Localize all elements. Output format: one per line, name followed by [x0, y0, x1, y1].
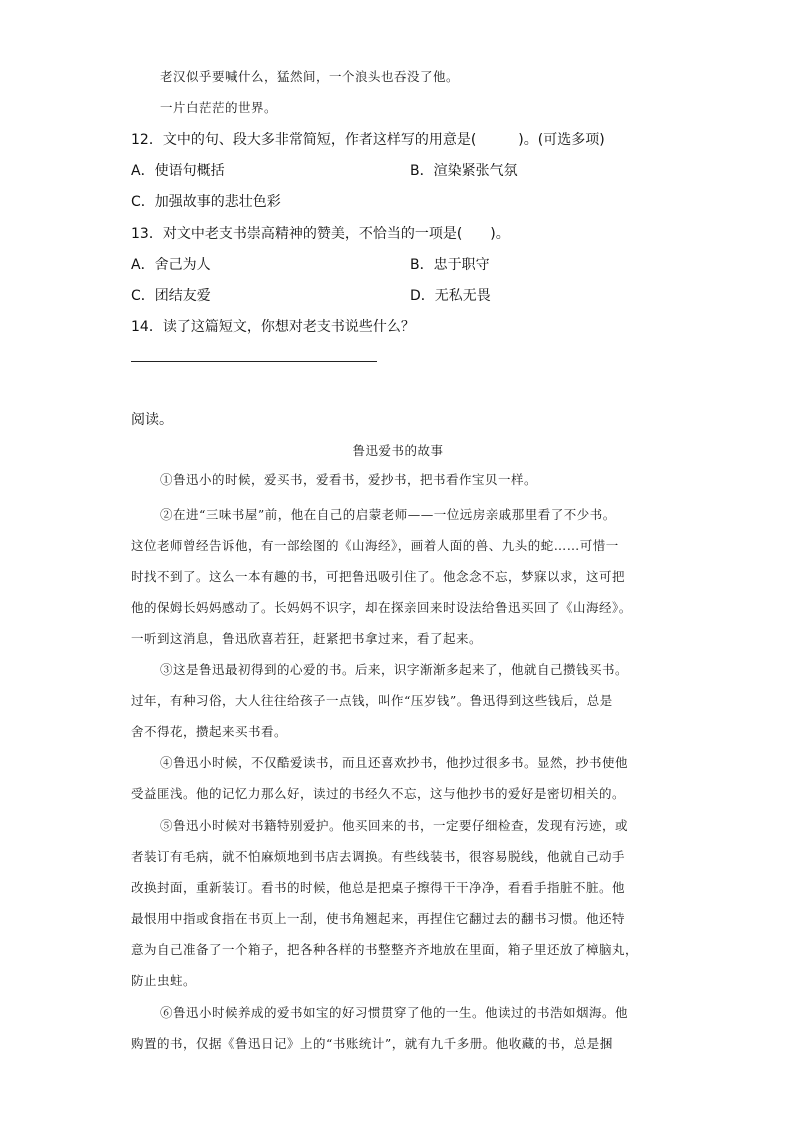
paragraph-line: 防止虫蛀。: [131, 973, 197, 988]
paragraph-3: [131, 654, 665, 747]
question-14-stem: 14．读了这篇短文，你想对老支书说些什么？: [131, 319, 415, 335]
reading-heading: 阅读。: [131, 412, 173, 428]
paragraph-1: [131, 464, 665, 495]
paragraph-line: 舍不得花，攒起来买书看。: [131, 724, 288, 739]
paragraph-2: [131, 499, 665, 654]
question-12-stem: 12．文中的句、段大多非常简短，作者这样写的用意是( )。(可选多项): [131, 132, 605, 148]
paragraph-line: 者装订有毛病，就不怕麻烦地到书店去调换。有些线装书，很容易脱线，他就自己动手: [131, 849, 626, 864]
paragraph-line: 时找不到了。这么一本有趣的书，可把鲁迅吸引住了。他念念不忘，梦寐以求，这可把: [131, 569, 626, 584]
paragraph-line: ④鲁迅小时候，不仅酷爱读书，而且还喜欢抄书，他抄过很多书。显然，抄书使他: [160, 755, 629, 770]
question-13-stem: 13．对文中老支书崇高精神的赞美，不恰当的一项是( )。: [131, 226, 510, 242]
paragraph-line: ⑥鲁迅小时候养成的爱书如宝的好习惯贯穿了他的一生。他读过的书浩如烟海。他: [160, 1005, 629, 1020]
paragraph-line: 一听到这消息，鲁迅欣喜若狂，赶紧把书拿过来，看了起来。: [131, 631, 483, 646]
reading-title: 鲁迅爱书的故事: [352, 443, 444, 458]
paragraph-4: [131, 747, 665, 809]
paragraph-line: 购置的书，仅据《鲁迅日记》上的“书账统计”，就有九千多册。他收藏的书，总是捆: [131, 1036, 613, 1051]
paragraph-line: 最恨用中指或食指在书页上一刮，使书角翘起来，再捏住它翻过去的翻书习惯。他还特: [131, 911, 626, 926]
paragraph-line: ①鲁迅小的时候，爱买书，爱看书，爱抄书，把书看作宝贝一样。: [160, 472, 538, 487]
paragraph-line: 意为自己准备了一个箱子，把各种各样的书整整齐齐地放在里面，箱子里还放了樟脑丸，: [131, 942, 639, 957]
paragraph-5: [131, 810, 665, 996]
paragraph-line: 受益匪浅。他的记忆力那么好，读过的书经久不忘，这与他抄书的爱好是密切相关的。: [131, 786, 626, 801]
paragraph-line: ⑤鲁迅小时候对书籍特别爱护。他买回来的书，一定要仔细检查，发现有污迹，或: [160, 818, 629, 833]
paragraph-line: 这位老师曾经告诉他，有一部绘图的《山海经》，画着人面的兽、九头的蛇……可惜一: [131, 538, 619, 553]
paragraph-6: [131, 997, 665, 1059]
paragraph-line: 改换封面，重新装订。看书的时候，他总是把桌子擦得干干净净，看看手指脏不脏。他: [131, 880, 626, 895]
question-12-option-c: C．加强故事的悲壮色彩: [131, 194, 281, 210]
question-13-option-c: C．团结友爱: [131, 288, 211, 304]
question-13-option-d: D．无私无畏: [410, 288, 491, 304]
paragraph-line: ③这是鲁迅最初得到的心爱的书。后来，识字渐渐多起来了，他就自己攒钱买书。: [160, 662, 629, 677]
question-13-option-b: B．忠于职守: [410, 257, 490, 273]
question-13-option-a: A．舍己为人: [131, 257, 211, 273]
question-12-option-b: B．渲染紧张气氛: [410, 163, 518, 179]
excerpt-line-2: 一片白茫茫的世界。: [160, 100, 278, 115]
paragraph-line: ②在进“三味书屋”前，他在自己的启蒙老师——一位远房亲戚那里看了不少书。: [160, 507, 616, 522]
question-12-option-a: A．使语句概括: [131, 163, 225, 179]
answer-blank-line: [131, 361, 377, 362]
paragraph-line: 他的保姆长妈妈感动了。长妈妈不识字，却在探亲回来时设法给鲁迅买回了《山海经》。: [131, 600, 632, 615]
paragraph-line: 过年，有种习俗，大人往往给孩子一点钱，叫作“压岁钱”。鲁迅得到这些钱后，总是: [131, 693, 613, 708]
excerpt-line-1: 老汉似乎要喊什么，猛然间，一个浪头也吞没了他。: [160, 69, 460, 84]
